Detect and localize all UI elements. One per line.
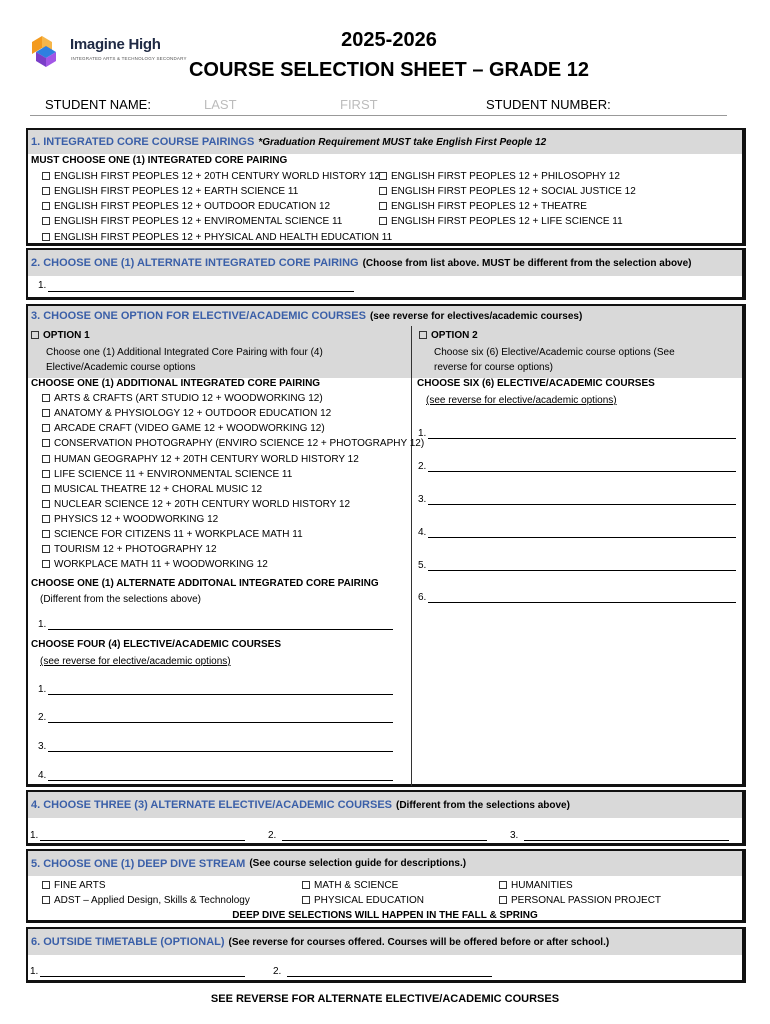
deep-dive-checkbox[interactable]: PHYSICAL EDUCATION — [302, 895, 424, 907]
alt-elective-blank-label: 1. — [30, 830, 39, 841]
section-5-box — [26, 849, 746, 923]
four-electives-heading: CHOOSE FOUR (4) ELECTIVE/ACADEMIC COURSES — [31, 639, 282, 650]
section-1-heading: 1. INTEGRATED CORE COURSE PAIRINGS — [31, 136, 255, 148]
footer-note: SEE REVERSE FOR ALTERNATE ELECTIVE/ACADEMIC COURSES — [210, 993, 560, 1005]
elective-blank-label: 3. — [38, 741, 47, 752]
option-2-heading: CHOOSE SIX (6) ELECTIVE/ACADEMIC COURSES — [417, 378, 655, 389]
elective-input[interactable] — [48, 780, 393, 781]
option-2-desc: reverse for course options) — [434, 362, 553, 373]
option-divider — [411, 326, 412, 786]
option-2-checkbox[interactable]: OPTION 2 — [419, 330, 478, 342]
option-1-heading: CHOOSE ONE (1) ADDITIONAL INTEGRATED CORE PAIRING — [31, 378, 321, 389]
alt-elective-input[interactable] — [282, 840, 487, 841]
option-2-blank-label: 1. — [418, 428, 427, 439]
pairing-checkbox[interactable]: ANATOMY & PHYSIOLOGY 12 + OUTDOOR EDUCATION 12 — [42, 408, 331, 420]
alt-core-blank-label: 1. — [38, 280, 47, 291]
option-2-input[interactable] — [428, 471, 736, 472]
alt-elective-input[interactable] — [524, 840, 729, 841]
deep-dive-checkbox[interactable]: ADST – Applied Design, Skills & Technology — [42, 895, 250, 907]
section-6-box — [26, 927, 746, 983]
option-2-input[interactable] — [428, 602, 736, 603]
section-5-heading: 5. CHOOSE ONE (1) DEEP DIVE STREAM — [31, 857, 246, 870]
section-3-heading: 3. CHOOSE ONE OPTION FOR ELECTIVE/ACADEMIC COURSES — [31, 310, 366, 322]
core-option-checkbox[interactable]: ENGLISH FIRST PEOPLES 12 + EARTH SCIENCE 11 — [42, 186, 298, 198]
alt-core-input[interactable] — [48, 291, 354, 292]
option-2-input[interactable] — [428, 570, 736, 571]
pairing-checkbox[interactable]: HUMAN GEOGRAPHY 12 + 20TH CENTURY WORLD HISTORY 12 — [42, 454, 359, 466]
page-title: COURSE SELECTION SHEET – GRADE 12 — [188, 59, 590, 81]
section-1-note: *Graduation Requirement MUST take English First People 12 — [258, 136, 547, 148]
elective-input[interactable] — [48, 751, 393, 752]
section-4-box — [26, 790, 746, 846]
core-option-checkbox[interactable]: ENGLISH FIRST PEOPLES 12 + LIFE SCIENCE 11 — [379, 216, 623, 228]
alt-pairing-sub: (Different from the selections above) — [40, 594, 202, 605]
student-number-label: STUDENT NUMBER: — [486, 97, 611, 112]
pairing-checkbox[interactable]: CONSERVATION PHOTOGRAPHY (ENVIRO SCIENCE 12 + PHOTOGRAPHY 12) — [42, 438, 424, 450]
option-1-desc: Choose one (1) Additional Integrated Core Pairing with four (4) — [46, 347, 323, 358]
elective-input[interactable] — [48, 722, 393, 723]
section-4-heading: 4. CHOOSE THREE (3) ALTERNATE ELECTIVE/ACADEMIC COURSES — [31, 799, 392, 811]
option-2-input[interactable] — [428, 438, 736, 439]
section-3-note: (see reverse for electives/academic courses) — [369, 310, 583, 322]
section-1-box — [26, 128, 746, 246]
core-option-checkbox[interactable]: ENGLISH FIRST PEOPLES 12 + PHYSICAL AND HEALTH EDUCATION 11 — [42, 232, 392, 244]
core-option-checkbox[interactable]: ENGLISH FIRST PEOPLES 12 + THEATRE — [379, 201, 587, 213]
section-2-box — [26, 248, 746, 300]
pairing-checkbox[interactable]: NUCLEAR SCIENCE 12 + 20TH CENTURY WORLD HISTORY 12 — [42, 499, 350, 511]
pairing-checkbox[interactable]: WORKPLACE MATH 11 + WOODWORKING 12 — [42, 559, 268, 571]
outside-timetable-input[interactable] — [40, 976, 245, 977]
option-2-blank-label: 2. — [418, 461, 427, 472]
core-option-checkbox[interactable]: ENGLISH FIRST PEOPLES 12 + SOCIAL JUSTICE 12 — [379, 186, 636, 198]
deep-dive-checkbox[interactable]: PERSONAL PASSION PROJECT — [499, 895, 661, 907]
section-4-note: (Different from the selections above) — [396, 799, 570, 811]
section-3-header — [28, 306, 742, 326]
pairing-checkbox[interactable]: PHYSICS 12 + WOODWORKING 12 — [42, 514, 218, 526]
student-name-label: STUDENT NAME: — [45, 97, 151, 112]
alt-elective-blank-label: 3. — [510, 830, 519, 841]
deep-dive-checkbox[interactable]: FINE ARTS — [42, 880, 106, 892]
section-1-header — [28, 130, 742, 154]
elective-blank-label: 4. — [38, 770, 47, 781]
option-2-desc: Choose six (6) Elective/Academic course options (See — [434, 347, 675, 358]
section-6-heading: 6. OUTSIDE TIMETABLE (OPTIONAL) — [31, 936, 225, 948]
core-option-checkbox[interactable]: ENGLISH FIRST PEOPLES 12 + OUTDOOR EDUCATION 12 — [42, 201, 330, 213]
option-1-desc: Elective/Academic course options — [46, 362, 196, 373]
section-3-box — [26, 304, 746, 787]
student-info-underline — [30, 115, 727, 116]
option-2-blank-label: 4. — [418, 527, 427, 538]
school-tagline: INTEGRATED ARTS & TECHNOLOGY SECONDARY — [71, 56, 187, 61]
school-name: Imagine High — [70, 36, 161, 53]
section-5-header — [28, 851, 742, 876]
outside-timetable-input[interactable] — [287, 976, 492, 977]
option-2-link[interactable]: (see reverse for elective/academic options) — [426, 395, 617, 406]
four-electives-link[interactable]: (see reverse for elective/academic options) — [40, 656, 231, 667]
pairing-checkbox[interactable]: ARCADE CRAFT (VIDEO GAME 12 + WOODWORKING 12) — [42, 423, 325, 435]
alt-pairing-heading: CHOOSE ONE (1) ALTERNATE ADDITONAL INTEGRATED CORE PAIRING — [31, 578, 379, 589]
deep-dive-footnote: DEEP DIVE SELECTIONS WILL HAPPEN IN THE FALL & SPRING — [232, 910, 538, 921]
pairing-checkbox[interactable]: SCIENCE FOR CITIZENS 11 + WORKPLACE MATH 11 — [42, 529, 303, 541]
alt-pairing-blank-label: 1. — [38, 619, 47, 630]
core-option-checkbox[interactable]: ENGLISH FIRST PEOPLES 12 + ENVIROMENTAL SCIENCE 11 — [42, 216, 342, 228]
first-name-field[interactable]: FIRST — [340, 97, 378, 112]
section-4-header — [28, 792, 742, 818]
option-2-blank-label: 6. — [418, 592, 427, 603]
option-2-blank-label: 3. — [418, 494, 427, 505]
pairing-checkbox[interactable]: MUSICAL THEATRE 12 + CHORAL MUSIC 12 — [42, 484, 262, 496]
section-6-note: (See reverse for courses offered. Courses will be offered before or after school.) — [228, 936, 610, 948]
section-1-instruction: MUST CHOOSE ONE (1) INTEGRATED CORE PAIRING — [31, 155, 288, 166]
alt-elective-blank-label: 2. — [268, 830, 277, 841]
pairing-checkbox[interactable]: TOURISM 12 + PHOTOGRAPHY 12 — [42, 544, 217, 556]
elective-blank-label: 1. — [38, 684, 47, 695]
outside-timetable-blank-label: 1. — [30, 966, 39, 977]
pairing-checkbox[interactable]: LIFE SCIENCE 11 + ENVIRONMENTAL SCIENCE 11 — [42, 469, 292, 481]
deep-dive-checkbox[interactable]: MATH & SCIENCE — [302, 880, 398, 892]
option-2-blank-label: 5. — [418, 560, 427, 571]
elective-blank-label: 2. — [38, 712, 47, 723]
outside-timetable-blank-label: 2. — [273, 966, 282, 977]
option-1-checkbox[interactable]: OPTION 1 — [31, 330, 90, 342]
alt-elective-input[interactable] — [40, 840, 245, 841]
option-2-input[interactable] — [428, 537, 736, 538]
core-option-checkbox[interactable]: ENGLISH FIRST PEOPLES 12 + PHILOSOPHY 12 — [379, 171, 620, 183]
pairing-checkbox[interactable]: ARTS & CRAFTS (ART STUDIO 12 + WOODWORKING 12) — [42, 393, 323, 405]
deep-dive-checkbox[interactable]: HUMANITIES — [499, 880, 573, 892]
alt-pairing-input[interactable] — [48, 629, 393, 630]
core-option-checkbox[interactable]: ENGLISH FIRST PEOPLES 12 + 20TH CENTURY WORLD HISTORY 12 — [42, 171, 380, 183]
elective-input[interactable] — [48, 694, 393, 695]
section-2-header — [28, 250, 742, 276]
section-5-note: (See course selection guide for descriptions.) — [249, 858, 467, 869]
section-2-heading: 2. CHOOSE ONE (1) ALTERNATE INTEGRATED CORE PAIRING — [31, 257, 359, 269]
section-6-header — [28, 929, 742, 955]
last-name-field[interactable]: LAST — [204, 97, 237, 112]
school-year: 2025-2026 — [341, 29, 437, 51]
option-2-input[interactable] — [428, 504, 736, 505]
section-2-note: (Choose from list above. MUST be different from the selection above) — [362, 257, 692, 269]
